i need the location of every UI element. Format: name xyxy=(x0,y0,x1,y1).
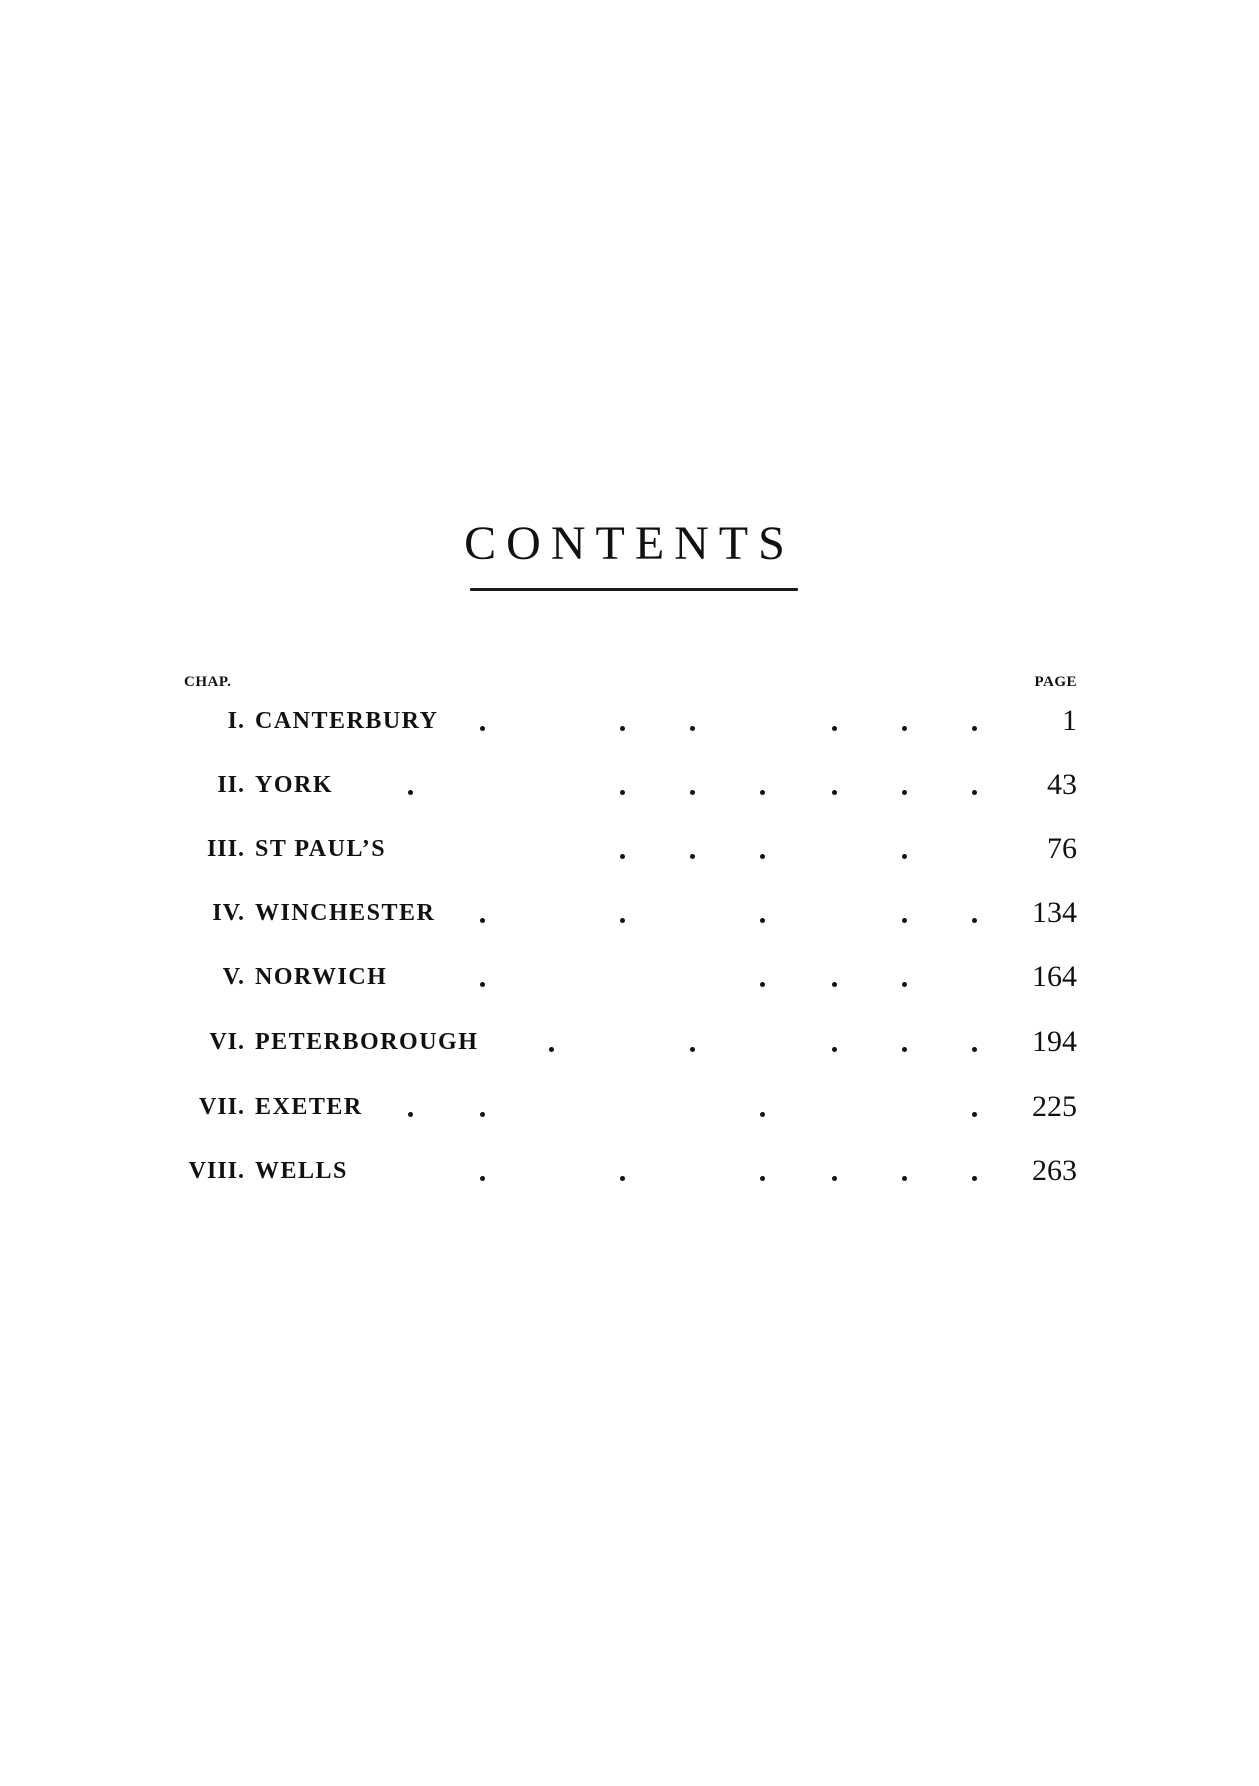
leader-dot xyxy=(620,854,625,859)
leader-dot xyxy=(760,1112,765,1117)
leader-dot xyxy=(902,1047,907,1052)
leader-dot xyxy=(480,1112,485,1117)
leader-dot xyxy=(902,918,907,923)
chapter-numeral: V. xyxy=(222,964,245,990)
leader-dot xyxy=(972,1047,977,1052)
page-column-header: PAGE xyxy=(1034,674,1077,690)
leader-dot xyxy=(690,726,695,731)
toc-entry-7[interactable] xyxy=(0,1090,1259,1134)
chapter-title: YORK xyxy=(255,772,333,798)
leader-dot xyxy=(408,1112,413,1117)
leader-dot xyxy=(549,1047,554,1052)
leader-dot xyxy=(760,982,765,987)
page-number: 263 xyxy=(1032,1154,1077,1187)
chapter-numeral: I. xyxy=(227,708,245,734)
chapter-numeral: III. xyxy=(206,836,245,862)
page-number: 164 xyxy=(1032,960,1077,993)
chapter-numeral: VII. xyxy=(198,1094,245,1120)
chapter-title: WINCHESTER xyxy=(255,900,436,926)
leader-dot xyxy=(972,726,977,731)
toc-entry-8[interactable] xyxy=(0,1154,1259,1198)
leader-dot xyxy=(690,854,695,859)
page-number: 225 xyxy=(1032,1090,1077,1123)
leader-dot xyxy=(972,1112,977,1117)
page-number: 76 xyxy=(1047,832,1077,865)
leader-dot xyxy=(832,1176,837,1181)
toc-entry-2[interactable] xyxy=(0,768,1259,812)
leader-dot xyxy=(832,790,837,795)
leader-dot xyxy=(902,790,907,795)
chapter-title: NORWICH xyxy=(255,964,388,990)
toc-entry-4[interactable] xyxy=(0,896,1259,940)
toc-entry-1[interactable] xyxy=(0,704,1259,748)
leader-dot xyxy=(832,726,837,731)
chapter-title: CANTERBURY xyxy=(255,708,439,734)
page-number: 134 xyxy=(1032,896,1077,929)
toc-entry-5[interactable] xyxy=(0,960,1259,1004)
leader-dot xyxy=(620,1176,625,1181)
leader-dot xyxy=(480,1176,485,1181)
leader-dot xyxy=(760,854,765,859)
leader-dot xyxy=(760,790,765,795)
chapter-title: PETERBOROUGH xyxy=(255,1029,479,1055)
chapter-numeral: IV. xyxy=(212,900,245,926)
leader-dot xyxy=(760,918,765,923)
leader-dot xyxy=(620,790,625,795)
chapter-title: EXETER xyxy=(255,1094,363,1120)
chapter-title: ST PAUL’S xyxy=(255,836,387,862)
leader-dot xyxy=(480,918,485,923)
toc-entry-3[interactable] xyxy=(0,832,1259,876)
leader-dot xyxy=(690,1047,695,1052)
leader-dot xyxy=(832,982,837,987)
leader-dot xyxy=(832,1047,837,1052)
leader-dot xyxy=(620,726,625,731)
chapter-numeral: II. xyxy=(217,772,245,798)
page-number: 1 xyxy=(1062,704,1077,737)
chapter-title: WELLS xyxy=(255,1158,348,1184)
leader-dot xyxy=(408,790,413,795)
leader-dot xyxy=(972,918,977,923)
leader-dot xyxy=(480,726,485,731)
page-number: 43 xyxy=(1047,768,1077,801)
toc-entry-6[interactable] xyxy=(0,1025,1259,1069)
leader-dot xyxy=(902,1176,907,1181)
leader-dot xyxy=(902,854,907,859)
leader-dot xyxy=(620,918,625,923)
leader-dot xyxy=(690,790,695,795)
leader-dot xyxy=(480,982,485,987)
leader-dot xyxy=(902,726,907,731)
chapter-column-header: CHAP. xyxy=(184,674,232,690)
leader-dot xyxy=(972,1176,977,1181)
title-underline xyxy=(470,588,798,591)
leader-dot xyxy=(902,982,907,987)
chapter-numeral: VIII. xyxy=(188,1158,245,1184)
page-number: 194 xyxy=(1032,1025,1077,1058)
leader-dot xyxy=(760,1176,765,1181)
chapter-numeral: VI. xyxy=(209,1029,245,1055)
leader-dot xyxy=(972,790,977,795)
page-title: CONTENTS xyxy=(464,517,795,570)
